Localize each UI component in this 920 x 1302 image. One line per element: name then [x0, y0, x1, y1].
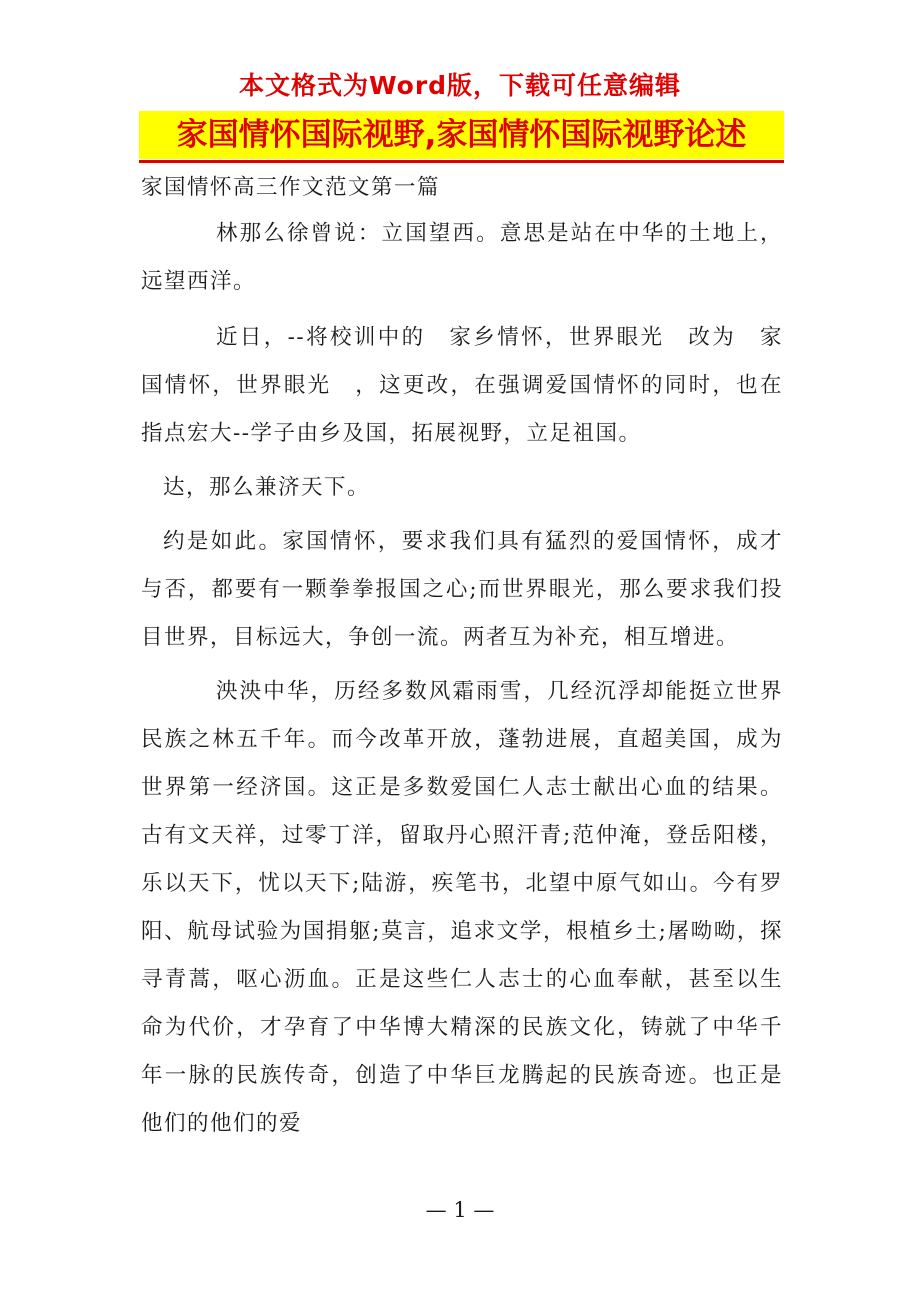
- format-notice: 本文格式为Word版，下载可任意编辑: [238, 71, 682, 100]
- document-body: [141, 168, 783, 1148]
- page-number: — 1 —: [425, 1198, 495, 1222]
- paragraph-2: 近日，--将校训中的 家乡情怀，世界眼光 改为 家国情怀，世界眼光 ，这更改，在强调爱国情怀的同时，也在指点宏大--学子由乡及国，拓展视野，立足祖国。: [141, 325, 783, 446]
- paragraph-4: 约是如此。家国情怀，要求我们具有猛烈的爱国情怀，成才与否，都要有一颗拳拳报国之心;而世界眼光，那么要求我们投目世界，目标远大，争创一流。两者互为补充，相互增进。: [141, 529, 783, 650]
- paragraph-5: 泱泱中华，历经多数风霜雨雪，几经沉浮却能挺立世界民族之林五千年。而今改革开放，蓬勃进展，直超美国，成为世界第一经济国。这正是多数爱国仁人志士献出心血的结果。古有文天祥，过零丁洋，留取丹心照汗青;范仲淹，登岳阳楼，乐以天下，忧以天下;陆游，疾笔书，北望中原气如山。今有罗阳、航母试验为国捐躯;莫言，追求文学，根植乡土;屠呦呦，探寻青蒿，呕心沥血。正是这些仁人志士的心血奉献，甚至以生命为代价，才孕育了中华博大精深的民族文化，铸就了中华千年一脉的民族传奇，创造了中华巨龙腾起的民族奇迹。也正是他们的他们的爱: [141, 679, 783, 1136]
- paragraph-3: 达，那么兼济天下。: [163, 475, 371, 500]
- document-title: 家国情怀国际视野,家国情怀国际视野论述: [176, 117, 747, 153]
- title-underline: [139, 160, 784, 163]
- section-heading: 家国情怀高三作文范文第一篇: [141, 175, 441, 200]
- paragraph-1: 林那么徐曾说：立国望西。意思是站在中华的土地上，远望西洋。: [141, 221, 783, 294]
